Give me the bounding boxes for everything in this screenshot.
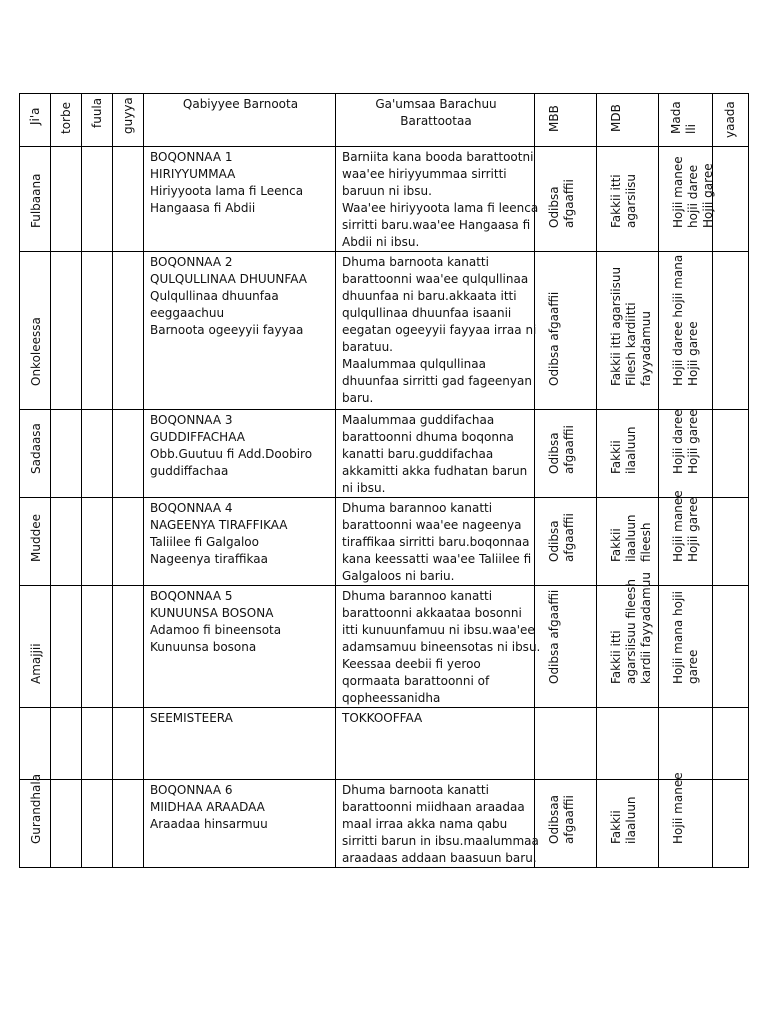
- mdb-cell-line-3: fileesh: [639, 522, 653, 562]
- content-line: BOQONNAA 4: [150, 501, 233, 515]
- objectives-line: barattoonni waa'ee qulqullinaa: [342, 272, 529, 286]
- content-line: eeggaachuu: [150, 306, 225, 320]
- objectives-line: Maalummaa qulqullinaa: [342, 357, 486, 371]
- mdb-cell: [597, 708, 659, 780]
- table-row: [20, 410, 749, 498]
- period-cell: [113, 498, 144, 586]
- mdb-cell-line-3: kardii fayyadamuu: [639, 572, 653, 684]
- yaada-cell: [713, 252, 749, 410]
- mbb-cell-line-1: Odibsa afgaaffii: [547, 291, 561, 386]
- objectives-line: barattoonni waa'ee nageenya: [342, 518, 522, 532]
- month-label: Sadaasa: [29, 423, 43, 474]
- content-line: QULQULLINAA DHUUNFAA: [150, 272, 307, 286]
- month-cell: [20, 773, 51, 868]
- week-cell: [51, 780, 82, 868]
- mbb-cell: [535, 252, 597, 410]
- objectives-line: eegatan ogeeyyii fayyaa irraa ni: [342, 323, 537, 337]
- objectives-cell: [336, 498, 535, 586]
- week-cell: [51, 498, 82, 586]
- month-cell: [20, 498, 51, 586]
- table-row: [20, 586, 749, 708]
- mdb-cell-line-1: Fakkii: [609, 528, 623, 562]
- objectives-line: waa'ee hiriyyummaa sirritti: [342, 167, 507, 181]
- mdb-cell: [597, 147, 659, 252]
- mada-cell: [659, 252, 713, 410]
- content-cell: [144, 498, 336, 586]
- period-cell: [113, 586, 144, 708]
- mada-cell-line-2: Hojii garee: [686, 321, 700, 386]
- objectives-line: Dhuma barnoota kanatti: [342, 255, 489, 269]
- header-mdb: [597, 94, 659, 147]
- yaada-cell: [713, 410, 749, 498]
- table-row: [20, 147, 749, 252]
- header-month-label: Ji'a: [28, 107, 42, 125]
- objectives-line: Barniita kana booda barattootni: [342, 150, 534, 164]
- week-cell: [51, 708, 82, 780]
- header-week-label: torbe: [59, 102, 73, 134]
- mada-cell-line-2: Hojii garee: [686, 409, 700, 474]
- objectives-line: baruun ni ibsu.: [342, 184, 432, 198]
- hours-cell: [82, 586, 113, 708]
- mbb-cell-line-1: Odibsa: [547, 432, 561, 474]
- mbb-cell-line-2: afgaaffii: [562, 795, 576, 844]
- mada-cell-line-2: hojii daree: [686, 164, 700, 228]
- month-cell: [20, 147, 51, 252]
- table-row: [20, 708, 749, 780]
- mbb-cell-line-2: afgaaffii: [562, 513, 576, 562]
- objectives-line: itti kunuunfamuu ni ibsu.waa'ee: [342, 623, 535, 637]
- content-line: Hangaasa fi Abdii: [150, 201, 256, 215]
- mdb-cell-line-1: Fakkii: [609, 440, 623, 474]
- objectives-cell: [336, 410, 535, 498]
- mada-cell-line-1: Hojii manee: [671, 772, 685, 844]
- yaada-cell: [713, 586, 749, 708]
- hours-cell: [82, 252, 113, 410]
- objectives-line: kana keessatti waa'ee Taliilee fi: [342, 552, 532, 566]
- objectives-line: dhuunfaa sirritti gad fageenyan: [342, 374, 532, 388]
- header-period-label: guyya: [121, 97, 135, 134]
- week-cell: [51, 252, 82, 410]
- content-line: Obb.Guutuu fi Add.Doobiro: [150, 447, 313, 461]
- objectives-line: barattoonni dhuma boqonna: [342, 430, 514, 444]
- objectives-line: Keessaa deebii fi yeroo: [342, 657, 481, 671]
- header-content: [144, 94, 336, 147]
- mdb-cell: [597, 410, 659, 498]
- objectives-line: TOKKOOFFAA: [342, 711, 423, 725]
- header-row: [20, 94, 749, 147]
- table-row: [20, 780, 749, 868]
- mdb-cell-line-2: ilaaluun: [624, 796, 638, 844]
- period-cell: [113, 780, 144, 868]
- yaada-cell: [713, 147, 749, 252]
- mdb-cell-line-1: Fakkii: [609, 810, 623, 844]
- header-content-label: Qabiyyee Barnoota: [182, 97, 299, 111]
- content-line: BOQONNAA 6: [150, 783, 233, 797]
- content-line: BOQONNAA 2: [150, 255, 233, 269]
- header-week: [51, 94, 82, 147]
- content-line: NAGEENYA TIRAFFIKAA: [150, 518, 288, 532]
- mada-cell: [659, 410, 713, 498]
- table-row: [20, 252, 749, 410]
- mdb-cell-line-2: Filesh kardiitti: [624, 302, 638, 386]
- hours-cell: [82, 498, 113, 586]
- mada-cell: [659, 147, 713, 252]
- lesson-plan-table: [19, 93, 749, 868]
- month-cell: [20, 708, 51, 780]
- objectives-line: barattoonni akkaataa bosonni: [342, 606, 522, 620]
- mdb-cell-line-2: agarsiisu: [624, 173, 638, 228]
- mbb-cell-line-1: Odibsaa: [547, 795, 561, 844]
- objectives-line: baru.: [342, 391, 374, 405]
- content-line: MIIDHAA ARAADAA: [150, 800, 265, 814]
- content-line: SEEMISTEERA: [150, 711, 233, 725]
- month-cell: [20, 252, 51, 410]
- mbb-cell: [535, 708, 597, 780]
- objectives-line: ni ibsu.: [342, 481, 386, 495]
- week-cell: [51, 586, 82, 708]
- content-line: Qulqullinaa dhuunfaa: [150, 289, 279, 303]
- yaada-cell: [713, 498, 749, 586]
- month-cell: [20, 410, 51, 498]
- mada-cell: [659, 708, 713, 780]
- content-line: Hiriyyoota lama fi Leenca: [150, 184, 304, 198]
- mbb-cell-line-2: afgaaffii: [562, 179, 576, 228]
- objectives-line: adamsamuu bineensotas ni ibsu.: [342, 640, 541, 654]
- objectives-line: qormaata barattoonni of: [342, 674, 490, 688]
- mbb-cell-line-1: Odibsa: [547, 186, 561, 228]
- mada-cell: [659, 586, 713, 708]
- period-cell: [113, 410, 144, 498]
- content-line: guddiffachaa: [150, 464, 229, 478]
- objectives-line: araadaas addaan baasuun baru.: [342, 851, 537, 865]
- mada-cell-line-1: Hojii manee: [671, 490, 685, 562]
- mada-cell-line-1: Hojii daree hojii mana: [671, 254, 685, 386]
- objectives-line: Dhuma barnoota kanatti: [342, 783, 489, 797]
- mada-cell-line-2: Hojii garee: [686, 497, 700, 562]
- mbb-cell-line-1: Odibsa: [547, 520, 561, 562]
- header-mbb-label: MBB: [547, 105, 561, 132]
- mada-cell-line-3: Hojii garee: [701, 163, 715, 228]
- header-mada-line-1: Mada: [669, 101, 683, 134]
- mdb-cell: [597, 780, 659, 868]
- header-hours: [82, 94, 113, 147]
- mbb-cell: [535, 780, 597, 868]
- period-cell: [113, 708, 144, 780]
- header-month: [20, 94, 51, 147]
- objectives-cell: [336, 708, 535, 780]
- mdb-cell-line-1: Fakkii itti: [609, 630, 623, 684]
- objectives-line: Abdii ni ibsu.: [342, 235, 420, 249]
- objectives-line: barattoonni miidhaan araadaa: [342, 800, 525, 814]
- month-label: Muddee: [29, 514, 43, 562]
- mada-cell-line-1: Hojii daree: [671, 409, 685, 474]
- objectives-line: qulqullinaa dhuunfaa isaanii: [342, 306, 512, 320]
- objectives-line: Waa'ee hiriyyoota lama fi leenca: [342, 201, 539, 215]
- header-hours-label: fuula: [90, 97, 104, 128]
- content-cell: [144, 708, 336, 780]
- mbb-cell: [535, 586, 597, 708]
- objectives-line: sirritti barun in ibsu.maalummaa: [342, 834, 539, 848]
- mdb-cell-line-2: agarsiisuu fileesh: [624, 579, 638, 684]
- objectives-cell: [336, 252, 535, 410]
- content-line: BOQONNAA 5: [150, 589, 233, 603]
- content-cell: [144, 252, 336, 410]
- yaada-cell: [713, 780, 749, 868]
- content-line: KUNUUNSA BOSONA: [150, 606, 274, 620]
- objectives-line: Galgaloos ni bariu.: [342, 569, 455, 583]
- mbb-cell: [535, 410, 597, 498]
- mdb-cell-line-2: ilaaluun: [624, 514, 638, 562]
- content-line: Nageenya tiraffikaa: [150, 552, 268, 566]
- content-line: Adamoo fi bineensota: [150, 623, 282, 637]
- month-label: Gurandhala: [29, 773, 43, 844]
- objectives-line: maal irraa akka nama qabu: [342, 817, 508, 831]
- hours-cell: [82, 780, 113, 868]
- mada-cell: [659, 772, 713, 868]
- yaada-cell: [713, 708, 749, 780]
- objectives-line: akkamitti akka fudhatan barun: [342, 464, 528, 478]
- mdb-cell-line-1: Fakkii itti: [609, 174, 623, 228]
- content-line: HIRIYYUMMAA: [150, 167, 236, 181]
- objectives-line: dhuunfaa ni baru.akkaata itti: [342, 289, 517, 303]
- mdb-cell-line-2: ilaaluun: [624, 426, 638, 474]
- month-label: Amajjii: [29, 643, 43, 684]
- month-cell: [20, 586, 51, 708]
- content-cell: [144, 586, 336, 708]
- hours-cell: [82, 708, 113, 780]
- month-label: Fulbaana: [29, 173, 43, 228]
- objectives-cell: [336, 586, 541, 708]
- period-cell: [113, 252, 144, 410]
- content-line: BOQONNAA 3: [150, 413, 233, 427]
- objectives-line: sirritti baru.waa'ee Hangaasa fi: [342, 218, 531, 232]
- header-mdb-label: MDB: [609, 104, 623, 132]
- header-period: [113, 94, 144, 147]
- content-line: Taliilee fi Galgaloo: [150, 535, 259, 549]
- objectives-line: baratuu.: [342, 340, 393, 354]
- mada-cell-line-1: Hojii mana hojii: [671, 591, 685, 684]
- content-cell: [144, 780, 336, 868]
- week-cell: [51, 410, 82, 498]
- period-cell: [113, 147, 144, 252]
- mbb-cell: [535, 498, 597, 586]
- header-objectives-label: Ga'umsaa Barachuu Barattootaa: [375, 97, 497, 128]
- objectives-line: Dhuma barannoo kanatti: [342, 501, 493, 515]
- header-mbb: [535, 94, 597, 147]
- mbb-cell: [535, 147, 597, 252]
- week-cell: [51, 147, 82, 252]
- mada-cell-line-2: garee: [686, 649, 700, 684]
- content-line: GUDDIFFACHAA: [150, 430, 245, 444]
- objectives-cell: [336, 147, 539, 252]
- header-mada-line-2: lli: [684, 123, 698, 134]
- objectives-line: qopheessanidha: [342, 691, 441, 705]
- objectives-cell: [336, 780, 539, 868]
- mdb-cell-line-3: fayyadamuu: [639, 310, 653, 386]
- objectives-line: Maalummaa guddifachaa: [342, 413, 495, 427]
- month-label: Onkoleessa: [29, 317, 43, 386]
- mdb-cell-line-1: Fakkii itti agarsiisuu: [609, 266, 623, 386]
- mdb-cell: [597, 252, 659, 410]
- header-objectives: [336, 94, 535, 147]
- mbb-cell-line-1: Odibsa afgaaffii: [547, 589, 561, 684]
- content-line: BOQONNAA 1: [150, 150, 233, 164]
- mbb-cell-line-2: afgaaffii: [562, 425, 576, 474]
- content-cell: [144, 410, 336, 498]
- content-cell: [144, 147, 336, 252]
- header-mada: [659, 94, 713, 147]
- mdb-cell: [597, 572, 659, 708]
- objectives-line: tiraffikaa sirritti baru.boqonnaa: [342, 535, 530, 549]
- mada-cell: [659, 490, 713, 586]
- header-yaada: [713, 94, 749, 147]
- mada-cell-line-1: Hojii manee: [671, 156, 685, 228]
- hours-cell: [82, 147, 113, 252]
- objectives-line: kanatti baru.guddifachaa: [342, 447, 494, 461]
- content-line: Araadaa hinsarmuu: [150, 817, 268, 831]
- header-yaada-label: yaada: [723, 101, 737, 138]
- objectives-line: Dhuma barannoo kanatti: [342, 589, 493, 603]
- hours-cell: [82, 410, 113, 498]
- content-line: Kunuunsa bosona: [150, 640, 257, 654]
- content-line: Barnoota ogeeyyii fayyaa: [150, 323, 304, 337]
